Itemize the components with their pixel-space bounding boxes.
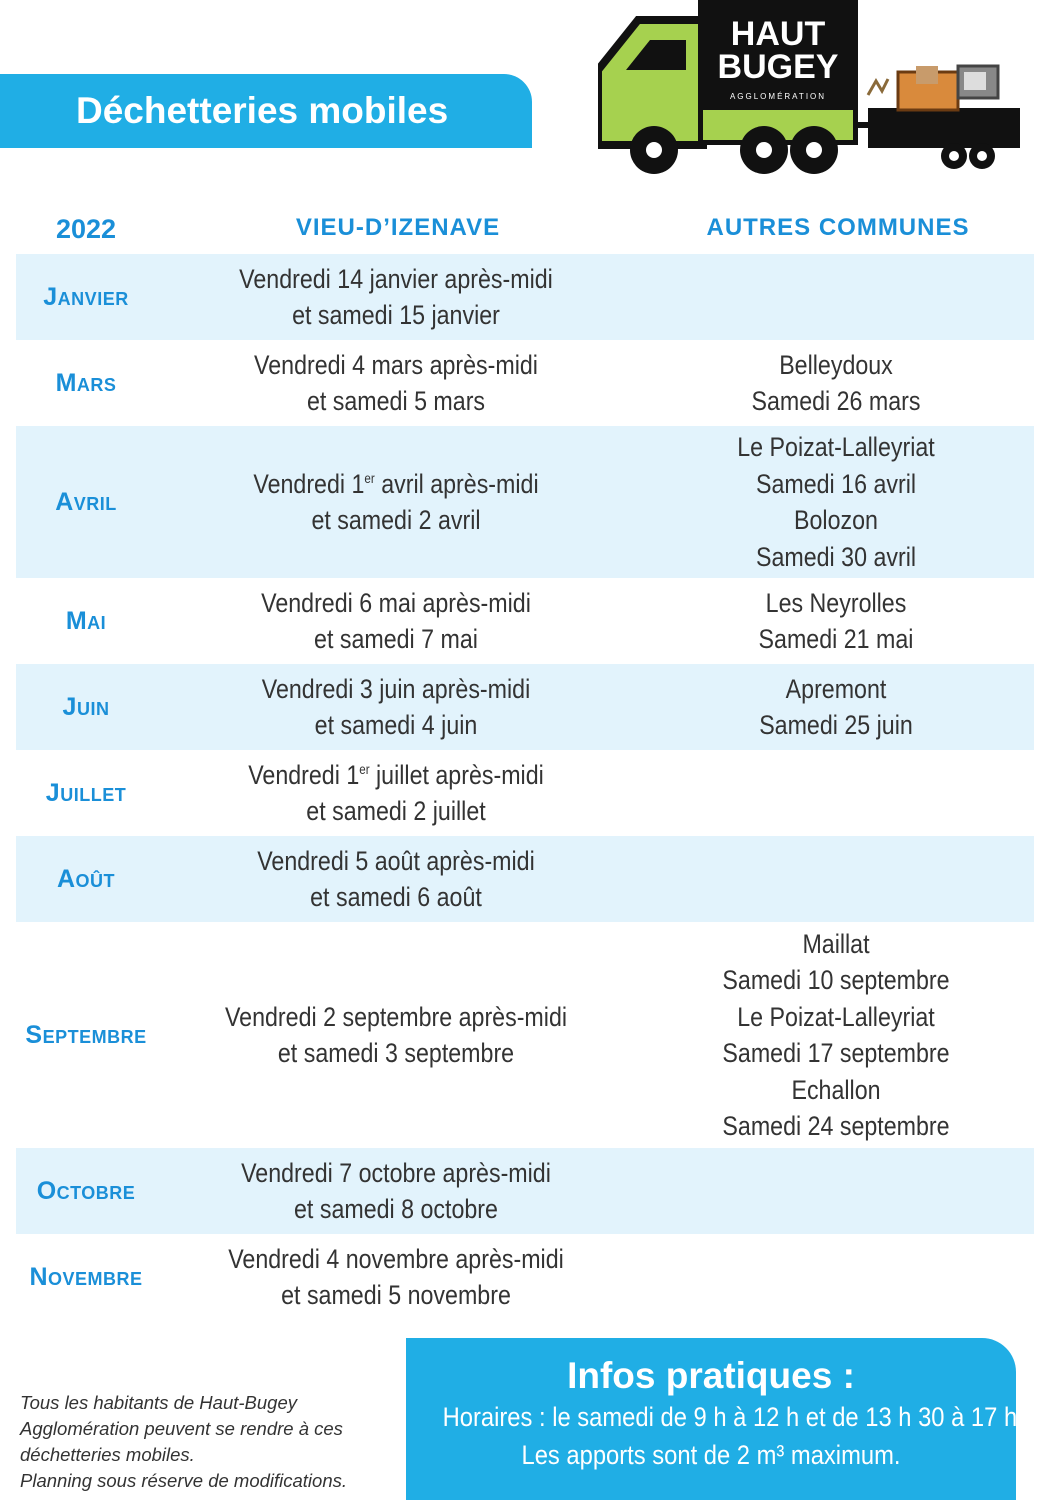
- vieu-line: Vendredi 6 mai après-midi: [261, 588, 531, 618]
- vieu-cell: [224, 261, 568, 333]
- vieu-line: et samedi 5 mars: [306, 386, 486, 416]
- table-row: [16, 1234, 1034, 1320]
- infos-hours: Horaires : le samedi de 9 h à 12 h et de 13 h 30 à 17 h.: [442, 1402, 1024, 1432]
- vieu-cell: [224, 999, 568, 1071]
- autres-line: Les Neyrolles: [765, 587, 907, 618]
- vieu-line: et samedi 2 juillet: [306, 796, 486, 826]
- infos-box: [406, 1338, 1024, 1500]
- month-cell: Octobre: [36, 1176, 136, 1205]
- vieu-line: Vendredi 14 janvier après-midi: [239, 264, 553, 294]
- vieu-line: et samedi 7 mai: [314, 624, 478, 654]
- table-row: [16, 836, 1034, 922]
- vieu-line: et samedi 6 août: [310, 882, 482, 912]
- table-row: [16, 254, 1034, 340]
- table-row: [16, 1148, 1034, 1234]
- footnote: [20, 1390, 400, 1494]
- month-cell: Janvier: [43, 282, 129, 311]
- autres-line: Apremont: [785, 673, 887, 704]
- autres-line: Samedi 30 avril: [755, 541, 917, 572]
- vieu-cell: [224, 347, 568, 419]
- autres-line: Samedi 26 mars: [751, 386, 921, 416]
- vieu-line: et samedi 5 novembre: [281, 1280, 511, 1310]
- vieu-line: Vendredi 4 mars après-midi: [254, 350, 538, 380]
- vieu-line: et samedi 3 septembre: [277, 1038, 515, 1068]
- vieu-line: Vendredi 3 juin après-midi: [261, 674, 531, 704]
- vieu-line: et samedi 15 janvier: [292, 300, 500, 330]
- vieu-line: Vendredi 4 novembre après-midi: [228, 1244, 564, 1274]
- vieu-cell: [224, 1241, 568, 1313]
- footnote-line: Tous les habitants de Haut-Bugey: [20, 1392, 297, 1413]
- truck-illustration: [598, 0, 1028, 178]
- vieu-cell: [224, 671, 568, 743]
- infos-limit: Les apports sont de 2 m³ maximum.: [521, 1440, 901, 1470]
- autres-line: Le Poizat-Lalleyriat: [737, 1001, 935, 1032]
- autres-line: Samedi 24 septembre: [722, 1111, 950, 1141]
- vieu-line: Vendredi 1er avril après-midi: [253, 469, 539, 499]
- autres-line: Le Poizat-Lalleyriat: [737, 432, 935, 462]
- month-cell: Août: [56, 864, 116, 893]
- month-cell: Mars: [55, 368, 117, 397]
- page-title-banner: [0, 74, 532, 148]
- vieu-cell: [224, 757, 568, 829]
- table-row: [16, 578, 1034, 664]
- vieu-line: Vendredi 2 septembre après-midi: [224, 1002, 568, 1032]
- vieu-line: Vendredi 5 août après-midi: [257, 846, 535, 876]
- footnote-line: Planning sous réserve de modifications.: [20, 1470, 348, 1491]
- page-title: Déchetteries mobiles: [76, 90, 449, 131]
- autres-line: Samedi 21 mai: [758, 624, 914, 654]
- month-cell: Juillet: [45, 778, 127, 807]
- table-row: [16, 426, 1034, 578]
- autres-line: Samedi 10 septembre: [722, 965, 950, 995]
- autres-cell: [664, 585, 1008, 658]
- footnote-line: Agglomération peuvent se rendre à ces: [20, 1418, 343, 1439]
- logo-line1: HAUT: [730, 15, 826, 53]
- autres-line: Belleydoux: [779, 349, 893, 380]
- month-cell: Novembre: [29, 1262, 143, 1291]
- vieu-line: et samedi 8 octobre: [294, 1194, 498, 1224]
- autres-line: Samedi 16 avril: [755, 468, 917, 499]
- table-row: [16, 664, 1034, 750]
- vieu-cell: [224, 843, 568, 915]
- vieu-line: Vendredi 1er juillet après-midi: [248, 760, 544, 790]
- month-cell: Juin: [62, 692, 110, 721]
- table-row: [16, 340, 1034, 426]
- autres-line: Samedi 17 septembre: [722, 1038, 950, 1068]
- month-cell: Avril: [55, 487, 117, 516]
- autres-line: Samedi 25 juin: [759, 710, 913, 740]
- vieu-cell: [224, 1155, 568, 1227]
- autres-cell: [664, 926, 1008, 1145]
- header-autres: AUTRES COMMUNES: [706, 214, 970, 241]
- footnote-line: déchetteries mobiles.: [20, 1444, 195, 1465]
- autres-line: Bolozon: [794, 505, 878, 535]
- table-row: [16, 922, 1034, 1148]
- vieu-cell: [224, 585, 568, 657]
- table-row: [16, 750, 1034, 836]
- header-vieu: VIEU-D’IZENAVE: [295, 214, 501, 241]
- autres-line: Echallon: [791, 1074, 881, 1105]
- autres-cell: [664, 347, 1008, 420]
- infos-title: Infos pratiques :: [567, 1355, 855, 1396]
- month-cell: Mai: [65, 606, 107, 635]
- logo-line3: AGGLOMÉRATION: [729, 92, 827, 101]
- vieu-line: Vendredi 7 octobre après-midi: [241, 1158, 551, 1188]
- vieu-line: et samedi 4 juin: [314, 710, 478, 740]
- vieu-cell: [224, 466, 568, 538]
- autres-cell: [664, 671, 1008, 744]
- autres-line: Maillat: [802, 928, 870, 959]
- table-header: [16, 214, 1034, 254]
- vieu-line: et samedi 2 avril: [311, 505, 481, 535]
- autres-cell: [664, 429, 1008, 575]
- header-year: 2022: [55, 214, 117, 244]
- month-cell: Septembre: [25, 1020, 147, 1049]
- logo-line2: BUGEY: [717, 48, 839, 86]
